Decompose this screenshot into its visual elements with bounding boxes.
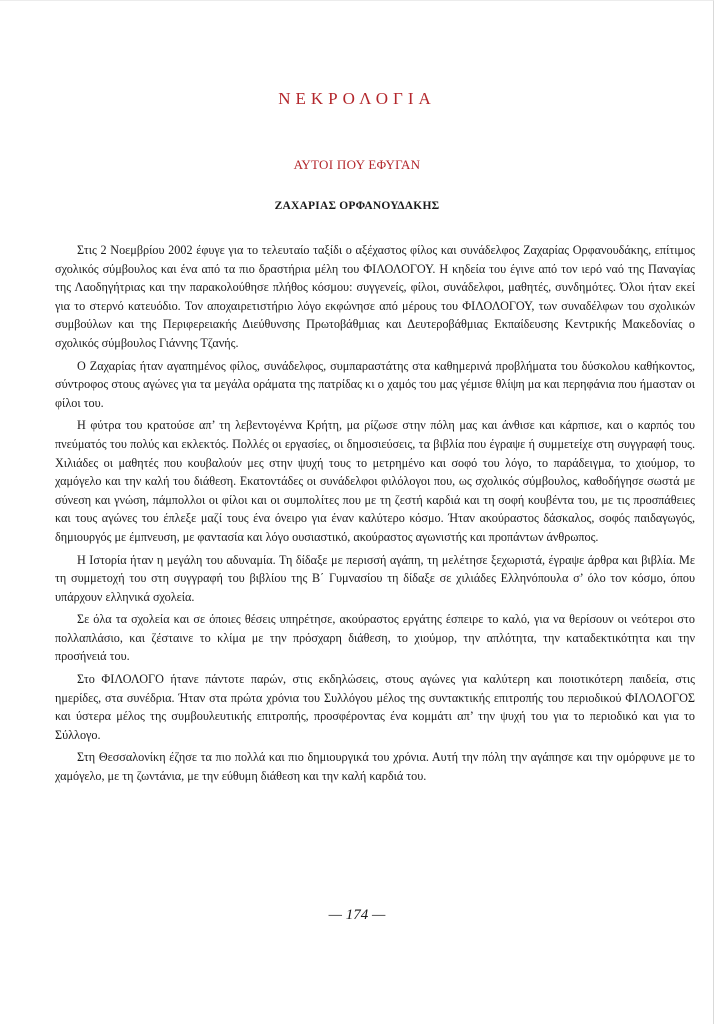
paragraph: Σε όλα τα σχολεία και σε όποιες θέσεις υπηρέτησε, ακούραστος εργάτης έσπειρε το καλό, για να θερίσουν οι νεότεροι στο πολλαπλάσιο, και ζέσταινε το κλίμα με την πρόσχαρη διάθεση, το χιούμορ, την απλότητα, την καταδεκτικότητα και την προσήνειά του. bbox=[55, 612, 695, 664]
paragraph: Η φύτρα του κρατούσε απ’ τη λεβεντογέννα Κρήτη, μα ρίζωσε στην πόλη μας και άνθισε και κάρπισε, και ο καρπός του πνεύματός του πολύς και εκλεκτός. Πολλές οι εργασίες, οι δημοσιεύσεις, τα βιβλία που έγραψε ή συμμετείχε στη συγγραφή τους. Χιλιάδες οι μαθητές που κουβαλούν μες στην ψυχή τους το μετρημένο και σοφό του λόγο, το παράδειγμα, το χιούμορ, το χαμόγελο και την καλή του διάθεση. Εκατοντάδες οι συνάδελφοι φιλόλογοι που, ως σχολικός σύμβουλος, καθοδήγησε σωστά με σύνεση και γνώση, πάμπολλοι οι φίλοι και οι συμπολίτες που με τη ζεστή καρδιά και τη σοφή κουβέντα του, με τις προσπάθειες και τους αγώνες του έπλεξε μαζί τους ένα όνειρο για έναν καλύτερο κόσμο. Ήταν ακούραστος δάσκαλος, σοφός παιδαγωγός, δημιουργός με έμπνευση, με φαντασία και λόγο ουσιαστικό, ακούραστος αγωνιστής και προπάντων άνθρωπος. bbox=[55, 418, 695, 544]
person-name: ΖΑΧΑΡΙΑΣ ΟΡΦΑΝΟΥΔΑΚΗΣ bbox=[274, 200, 440, 212]
paragraph: Στις 2 Νοεμβρίου 2002 έφυγε για το τελευταίο ταξίδι ο αξέχαστος φίλος και συνάδελφος Ζαχαρίας Ορφανουδάκης, επίτιμος σχολικός σύμβουλος και ένα από τα πιο δραστήρια μέλη του ΦΙΛΟΛΟΓΟΥ. Η κηδεία του έγινε από τον ιερό ναό της Παναγίας της Λαοδηγήτριας και την παρακολούθησε πλήθος κόσμου: συγγενείς, φίλοι, συνάδελφοι, μαθητές, συνδημότες. Όλοι ήταν εκεί για το στερνό κατευόδιο. Τον αποχαιρετιστήριο λόγο εκφώνησε από μέρους του ΦΙΛΟΛΟΓΟΥ, των συναδέλφων του σχολικών συμβούλων και της Περιφερειακής Διεύθυνσης Πρωτοβάθμιας και Δευτεροβάθμιας Εκπαίδευσης Κεντρικής Μακεδονίας ο σχολικός σύμβουλος Γιάννης Τζανής. bbox=[55, 243, 695, 350]
page-number: — 174 — bbox=[328, 907, 386, 923]
paragraph: Στη Θεσσαλονίκη έζησε τα πιο πολλά και πιο δημιουργικά του χρόνια. Αυτή την πόλη την αγάπησε και την ομόρφυνε με το χαμόγελο, με τη ζωντάνια, με την εύθυμη διάθεση και την καλή καρδιά του. bbox=[55, 750, 695, 784]
paragraph: Ο Ζαχαρίας ήταν αγαπημένος φίλος, συνάδελφος, συμπαραστάτης στα καθημερινά προβλήματα του δύσκολου καθήκοντος, σύντροφος στους αγώνες για τα μεγάλα οράματα της πατρίδας κι ο χαμός του μας γέμισε θλίψη μα και περηφάνια που ήμασταν οι φίλοι του. bbox=[55, 358, 695, 410]
section-title: ΝΕΚΡΟΛΟΓΙΑ bbox=[278, 89, 436, 108]
paragraph: Στο ΦΙΛΟΛΟΓΟ ήτανε πάντοτε παρών, στις εκδηλώσεις, στους αγώνες για καλύτερη και ποιοτικότερη παιδεία, στις ημερίδες, στα συνέδρια. Ήταν στα πρώτα χρόνια του Συλλόγου μέλος της συντακτικής επιτροπής του περιοδικού ΦΙΛΟΛΟΓΟΣ και ύστερα μέλος της συμβουλευτικής επιτροπής, προσφέροντας ένα κομμάτι απ’ την ψυχή του για το περιοδικό και για το Σύλλογο. bbox=[55, 672, 695, 742]
obituary-body bbox=[55, 241, 695, 790]
subtitle: ΑΥΤΟΙ ΠΟΥ ΕΦΥΓΑΝ bbox=[293, 157, 421, 172]
paragraph: Η Ιστορία ήταν η μεγάλη του αδυναμία. Τη δίδαξε με περισσή αγάπη, τη μελέτησε ξεχωριστά, έγραψε άρθρα και βιβλία. Με τη συμμετοχή του στη συγγραφή του βιβλίου της Β΄ Γυμνασίου τη δίδαξε σε χιλιάδες Ελληνόπουλα σ’ όλο τον κόσμο, όπου υπάρχουν ελληνικά σχολεία. bbox=[55, 552, 695, 604]
